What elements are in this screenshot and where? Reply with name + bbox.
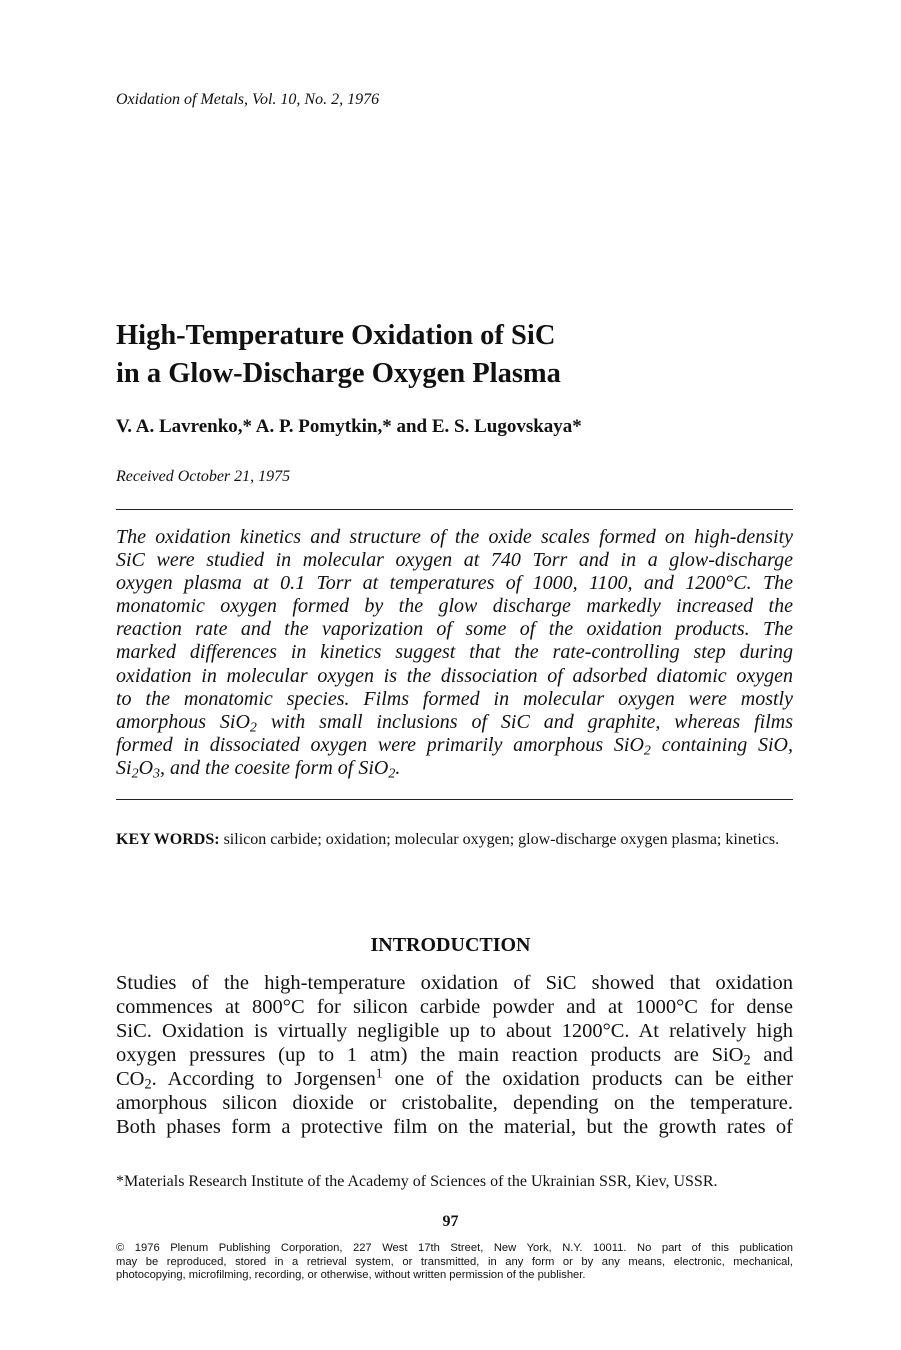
- subscript: 2: [388, 766, 396, 782]
- subscript: 2: [144, 1076, 152, 1093]
- abstract-text: containing SiO,: [650, 733, 794, 756]
- intro-line: [116, 1067, 793, 1091]
- intro-paragraph: [116, 971, 793, 1139]
- received-date: Received October 21, 1975: [116, 468, 291, 485]
- paper-title: [116, 317, 816, 393]
- abstract: [116, 526, 793, 780]
- intro-text: oxygen pressures (up to 1 atm) the main reaction products are SiO: [116, 1044, 744, 1066]
- subscript: 3: [153, 766, 161, 782]
- keywords: [116, 830, 793, 850]
- subscript: 2: [643, 743, 651, 759]
- intro-text: and: [750, 1044, 793, 1066]
- intro-line: commences at 800°C for silicon carbide powder and at 1000°C for dense: [116, 996, 793, 1018]
- abstract-top-rule: [116, 509, 793, 510]
- intro-text: CO: [116, 1068, 145, 1090]
- abstract-text: formed in dissociated oxygen were primarily amorphous SiO: [116, 733, 644, 756]
- abstract-line: monatomic oxygen formed by the glow discharge markedly increased the: [116, 595, 793, 618]
- intro-text: . According to Jorgensen: [151, 1068, 376, 1090]
- abstract-line: [116, 757, 793, 780]
- journal-citation: Oxidation of Metals, Vol. 10, No. 2, 1976: [116, 91, 380, 108]
- keywords-text: silicon carbide; oxidation; molecular oxygen; glow-discharge oxygen plasma; kinetics.: [219, 831, 780, 848]
- abstract-line: oxygen plasma at 0.1 Torr at temperatures of 1000, 1100, and 1200°C. The: [116, 572, 793, 595]
- intro-text: one of the oxidation products can be either: [382, 1068, 794, 1090]
- keywords-label: KEY WORDS:: [116, 831, 220, 848]
- subscript: 2: [743, 1052, 751, 1069]
- abstract-line: SiC were studied in molecular oxygen at 740 Torr and in a glow-discharge: [116, 549, 793, 572]
- copyright-line: photocopying, microfilming, recording, or otherwise, without written permission of the publisher.: [116, 1269, 586, 1281]
- authors: V. A. Lavrenko,* A. P. Pomytkin,* and E. S. Lugovskaya*: [116, 416, 582, 437]
- section-heading: INTRODUCTION: [370, 934, 531, 956]
- subscript: 2: [249, 720, 257, 736]
- title-line-1: High-Temperature Oxidation of SiC: [116, 320, 556, 351]
- subscript: 2: [131, 766, 139, 782]
- affiliation-footnote: *Materials Research Institute of the Academy of Sciences of the Ukrainian SSR, Kiev, USSR.: [116, 1173, 718, 1190]
- copyright-notice: [116, 1242, 793, 1283]
- abstract-text: .: [395, 756, 401, 779]
- intro-line: [116, 1043, 793, 1067]
- copyright-line: © 1976 Plenum Publishing Corporation, 227 West 17th Street, New York, N.Y. 10011. No part of this publication: [116, 1242, 793, 1254]
- abstract-line: reaction rate and the vaporization of some of the oxidation products. The: [116, 618, 793, 641]
- intro-line: SiC. Oxidation is virtually negligible up to about 1200°C. At relatively high: [116, 1020, 793, 1042]
- abstract-line: [116, 711, 793, 734]
- reference-marker: 1: [375, 1065, 383, 1081]
- intro-line: Studies of the high-temperature oxidation of SiC showed that oxidation: [116, 972, 793, 994]
- abstract-line: to the monatomic species. Films formed in molecular oxygen were mostly: [116, 687, 793, 710]
- abstract-text: amorphous SiO: [116, 710, 250, 733]
- abstract-text: Si: [116, 756, 132, 779]
- intro-line: amorphous silicon dioxide or cristobalite, depending on the temperature.: [116, 1092, 793, 1114]
- abstract-line: [116, 734, 793, 757]
- abstract-line: marked differences in kinetics suggest that the rate-controlling step during: [116, 641, 793, 664]
- abstract-line: The oxidation kinetics and structure of the oxide scales formed on high-density: [116, 526, 793, 548]
- copyright-line: may be reproduced, stored in a retrieval system, or transmitted, in any form or by any means, electronic, mechanical,: [116, 1255, 793, 1268]
- title-line-2: in a Glow-Discharge Oxygen Plasma: [116, 358, 561, 389]
- abstract-text: with small inclusions of SiC and graphite, whereas films: [256, 710, 793, 733]
- intro-line: Both phases form a protective film on the material, but the growth rates of: [116, 1116, 793, 1138]
- abstract-text: O: [138, 756, 154, 779]
- abstract-bottom-rule: [116, 799, 793, 800]
- abstract-line: oxidation in molecular oxygen is the dissociation of adsorbed diatomic oxygen: [116, 664, 793, 687]
- abstract-text: , and the coesite form of SiO: [160, 756, 389, 779]
- page-number: 97: [442, 1213, 459, 1230]
